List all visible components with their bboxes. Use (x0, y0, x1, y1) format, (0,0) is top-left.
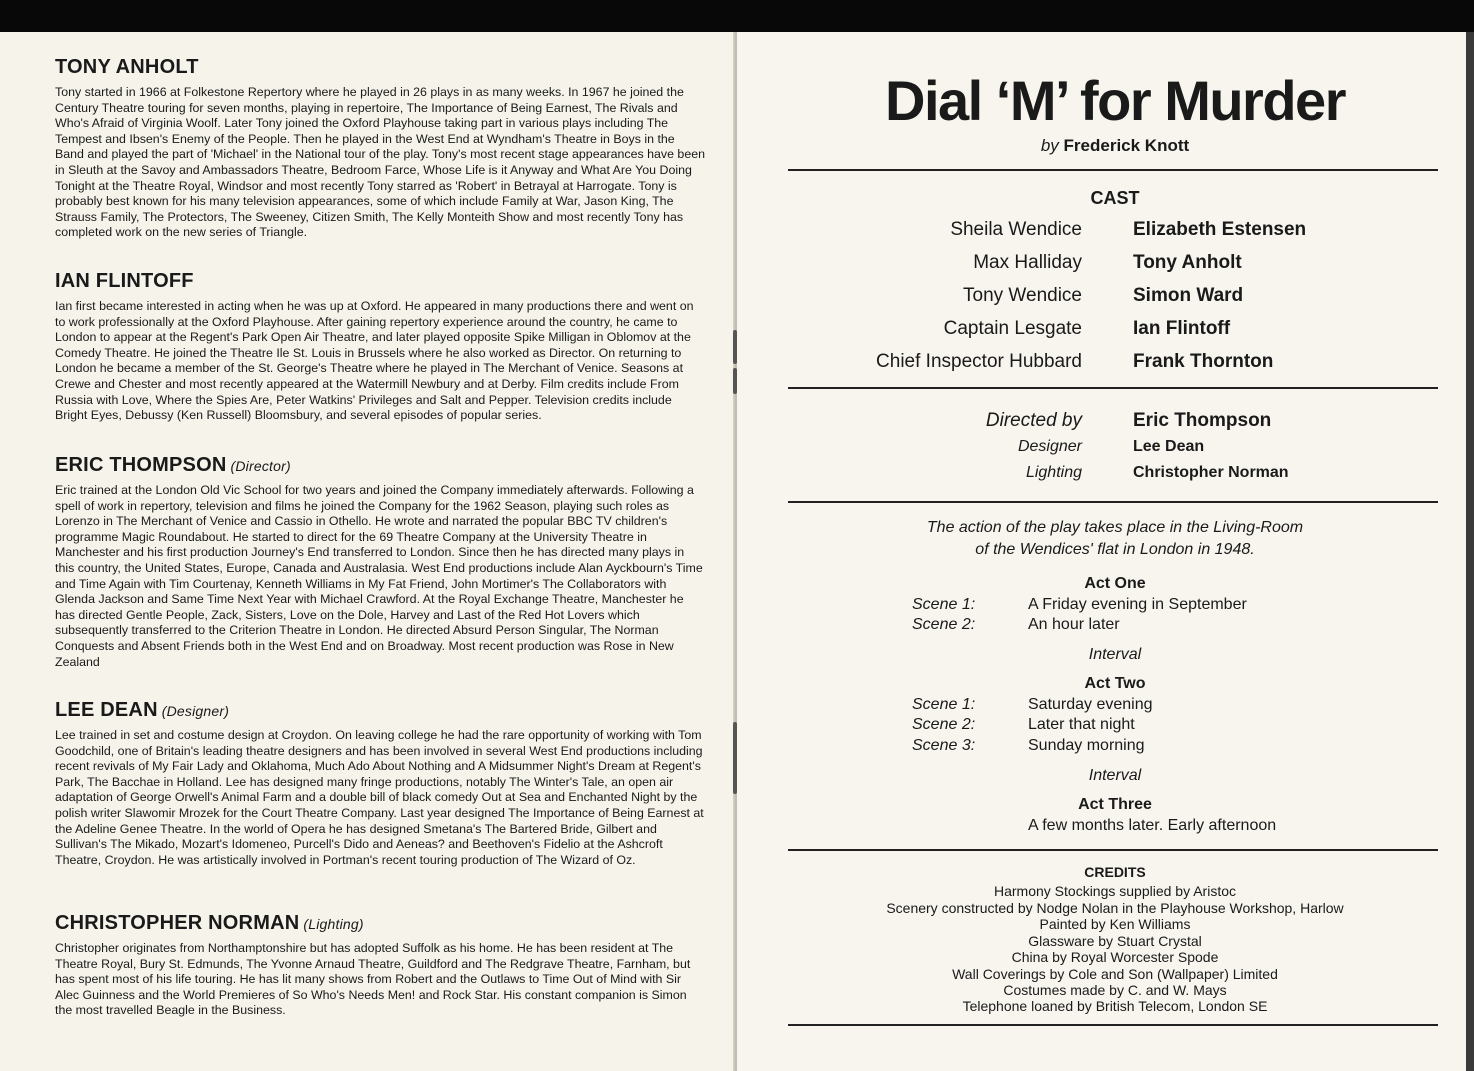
credit-line: Costumes made by C. and W. Mays (1003, 982, 1227, 998)
bio-tony-anholt (55, 56, 705, 241)
staff-label: Lighting (1025, 464, 1082, 481)
cast-row (790, 285, 1440, 315)
bio-name: CHRISTOPHER NORMAN (55, 912, 300, 934)
scene-desc: A few months later. Early afternoon (1028, 817, 1277, 834)
divider (788, 501, 1438, 503)
bio-heading (55, 454, 705, 477)
byline (790, 136, 1440, 156)
cast-role: Chief Inspector Hubbard (876, 351, 1082, 372)
scene-desc: Later that night (1028, 716, 1135, 733)
scene-row (912, 817, 1432, 837)
scene-label: Scene 2: (912, 616, 976, 633)
scene-row (912, 616, 1432, 636)
bio-text: Christopher originates from Northamptonshire but has adopted Suffolk as his home. He has been resident at The Theatre Royal, Bury St. Edmunds, The Yvonne Arnaud Theatre, Guildford and The Redgrave Theatre, Farnham, but has spent most of his life touring. He has lit many shows from Robert and the Outlaws to Time Out of Mind with Sir Alec Guinness and the World Premieres of So Who's Needs Men! and Rock Star. His constant companion is Simon the most travelled Beagle in the Business. (55, 941, 691, 1018)
credit-line: China by Royal Worcester Spode (1011, 949, 1219, 965)
scene-label: Scene 3: (912, 737, 976, 754)
cast-row (790, 318, 1440, 348)
staff-row (790, 464, 1440, 494)
credits-heading: CREDITS (1084, 864, 1146, 880)
staff-name: Lee Dean (1133, 438, 1205, 455)
scene-desc: Sunday morning (1028, 737, 1145, 754)
cast-actor: Elizabeth Estensen (1133, 219, 1307, 240)
staff-label: Directed by (985, 410, 1082, 431)
cast-heading: CAST (1090, 188, 1140, 208)
scene-desc: A Friday evening in September (1028, 596, 1247, 613)
cast-actor: Tony Anholt (1133, 252, 1242, 273)
scene-label: Scene 1: (912, 596, 976, 613)
scene-row (912, 716, 1432, 736)
right-edge (1466, 32, 1474, 1071)
cast-actor: Simon Ward (1133, 285, 1244, 306)
cast-role: Sheila Wendice (950, 219, 1082, 240)
bio-name: IAN FLINTOFF (55, 270, 194, 292)
scene-label: Scene 1: (912, 696, 976, 713)
bio-role: (Designer) (161, 703, 230, 719)
bio-heading (55, 699, 705, 722)
play-title: Dial ‘M’ for Murder (885, 69, 1345, 132)
cast-row (790, 351, 1440, 381)
scene-desc: An hour later (1028, 616, 1120, 633)
bio-name: TONY ANHOLT (55, 56, 199, 78)
scene-label: Scene 2: (912, 716, 976, 733)
cast-row (790, 252, 1440, 282)
author-name: Frederick Knott (1063, 136, 1190, 155)
credit-line: Wall Coverings by Cole and Son (Wallpaper) Limited (952, 966, 1278, 982)
scene-desc: Saturday evening (1028, 696, 1153, 713)
staff-label: Designer (1017, 438, 1082, 455)
bio-heading (55, 912, 705, 935)
bio-christopher-norman (55, 912, 705, 1019)
divider (788, 849, 1438, 851)
interval-label: Interval (1088, 767, 1142, 784)
setting-line: of the Wendices' flat in London in 1948. (975, 541, 1255, 558)
scene-row (912, 696, 1432, 716)
bio-heading (55, 270, 705, 293)
act-heading: Act Two (1084, 675, 1146, 692)
bio-name: ERIC THOMPSON (55, 454, 227, 476)
bio-text: Tony started in 1966 at Folkestone Repertory where he played in 26 plays in as many weeks. In 1967 he joined the Century Theatre touring for seven months, playing in repertoire, The Importance of Being Earnest, The Rivals and Who's Afraid of Virginia Woolf. Later Tony joined the Oxford Playhouse taking part in various plays including The Tempest and Ibsen's Enemy of the People. Then he played in the West End at Wyndham's Theatre in Boys in the Band and played the part of 'Michael' in the National tour of the play. Tony's most recent stage appearances have been in Sleuth at the Savoy and Ambassadors Theatre, Bedroom Farce, Whose Life is it Anyway and What Are You Doing Tonight at the Theatre Royal, Windsor and most recently Tony starred as 'Robert' in Betrayal at Harrogate. Tony is probably best known for his many television appearances, some of which include Family at War, Jason King, The Strauss Family, The Protectors, The Sweeney, Citizen Smith, The Kelly Monteith Show and most recently Tony has completed work on the new series of Triangle. (55, 85, 705, 240)
play-setting (790, 517, 1440, 561)
cast-role: Captain Lesgate (943, 318, 1082, 339)
credit-line: Scenery constructed by Nodge Nolan in the Playhouse Workshop, Harlow (886, 900, 1344, 916)
bio-name: LEE DEAN (55, 699, 158, 721)
cast-role: Max Halliday (973, 252, 1082, 273)
top-border (0, 0, 1474, 32)
bio-heading (55, 56, 705, 79)
cast-role: Tony Wendice (963, 285, 1082, 306)
bio-eric-thompson (55, 454, 705, 670)
credit-line: Telephone loaned by British Telecom, London SE (962, 998, 1268, 1014)
interval-label: Interval (1088, 646, 1142, 663)
byline-by: by (1040, 136, 1059, 155)
bio-ian-flintoff (55, 270, 705, 424)
cast-row (790, 219, 1440, 249)
bio-text: Eric trained at the London Old Vic School for two years and joined the Company immediately afterwards. Following a spell of work in repertory, television and films he joined the Company for the 1962 Season, playing such roles as Lorenzo in The Merchant of Venice and Cassio in Othello. He wrote and narrated the popular BBC TV children's programme Magic Roundabout. He started to direct for the 69 Theatre Company at the University Theatre in Manchester and his first production Journey's End transferred to London. Since then he has directed many plays in this country, the United States, Europe, Canada and Australasia. West End productions include Alan Ayckbourn's Time and Time Again with Tim Courtenay, Kenneth Williams in My Fat Friend, John Mortimer's The Collaborators with Glenda Jackson and Same Time Next Year with Michael Crawford. At the Royal Exchange Theatre, Manchester he has directed Gentle People, Zack, Sisters, Love on the Dole, Harvey and Last of the Red Hot Lovers which subsequently transferred to the Criterion Theatre in London. He directed Absurd Person Singular, The Norman Conquests and Absent Friends both in the West End and on Broadway. Most recent production was Rose in New Zealand (55, 483, 703, 669)
credit-line: Painted by Ken Williams (1039, 916, 1191, 932)
bio-text: Lee trained in set and costume design at Croydon. On leaving college he had the rare opportunity of working with Tom Goodchild, one of Britain's leading theatre designers and has been involved in several West End productions including recent revivals of My Fair Lady and Oklahoma, Much Ado About Nothing and A Midsummer Night's Dream at Regent's Park, The Bacchae in Holland. Lee has designed many fringe productions, notably The Winter's Tale, an open air adaptation of George Orwell's Animal Farm and a double bill of black comedy Out at Sea and Enchanted Night by the polish writer Slawomir Mrozek for the Court Theatre Company. Last year designed The Importance of Being Earnest at the Adeline Genee Theatre. In the world of Opera he has designed Smetana's The Bartered Bride, Gilbert and Sullivan's The Mikado, Mozart's Idomeneo, Purcell's Dido and Aeneas? and Beethoven's Fidelio at the Ashcroft Theatre, Croydon. He was artistically involved in Portman's recent touring production of The Wizard of Oz. (55, 728, 704, 867)
setting-line: The action of the play takes place in the Living-Room (926, 519, 1304, 536)
staff-name: Eric Thompson (1133, 410, 1272, 431)
divider (788, 169, 1438, 171)
scene-row (912, 596, 1432, 616)
bio-role: (Director) (230, 458, 291, 474)
credit-line: Harmony Stockings supplied by Aristoc (994, 883, 1236, 899)
credit-line: Glassware by Stuart Crystal (1028, 933, 1202, 949)
scene-row (912, 737, 1432, 757)
divider (788, 387, 1438, 389)
bio-role: (Lighting) (303, 916, 364, 932)
act-heading: Act One (1084, 575, 1146, 592)
cast-actor: Ian Flintoff (1133, 318, 1231, 339)
bio-lee-dean (55, 699, 705, 868)
bio-text: Ian first became interested in acting when he was up at Oxford. He appeared in many productions there and went on to work professionally at the Oxford Playhouse. After gaining repertory experience around the country, he came to London to appear at the Regent's Park Open Air Theatre, and later played opposite Spike Milligan in Oblomov at the Comedy Theatre. He joined the Theatre Ile St. Louis in Brussels where he also worked as Director. On returning to London he became a member of the St. George's Theatre where he played in The Merchant of Venice. Seasons at Crewe and Chester and most recently appeared at the Watermill Newbury and at Derby. Film credits include From Russia with Love, Where the Spies Are, Peter Watkins' Privileges and Salt and Pepper. Television credits include Bright Eyes, Debussy (Ken Russell) Bloomsbury, and several episodes of popular series. (55, 299, 694, 423)
divider (788, 1024, 1438, 1026)
cast-actor: Frank Thornton (1133, 351, 1274, 372)
staff-name: Christopher Norman (1133, 464, 1289, 481)
staff-row (790, 410, 1440, 440)
act-heading: Act Three (1078, 796, 1152, 813)
